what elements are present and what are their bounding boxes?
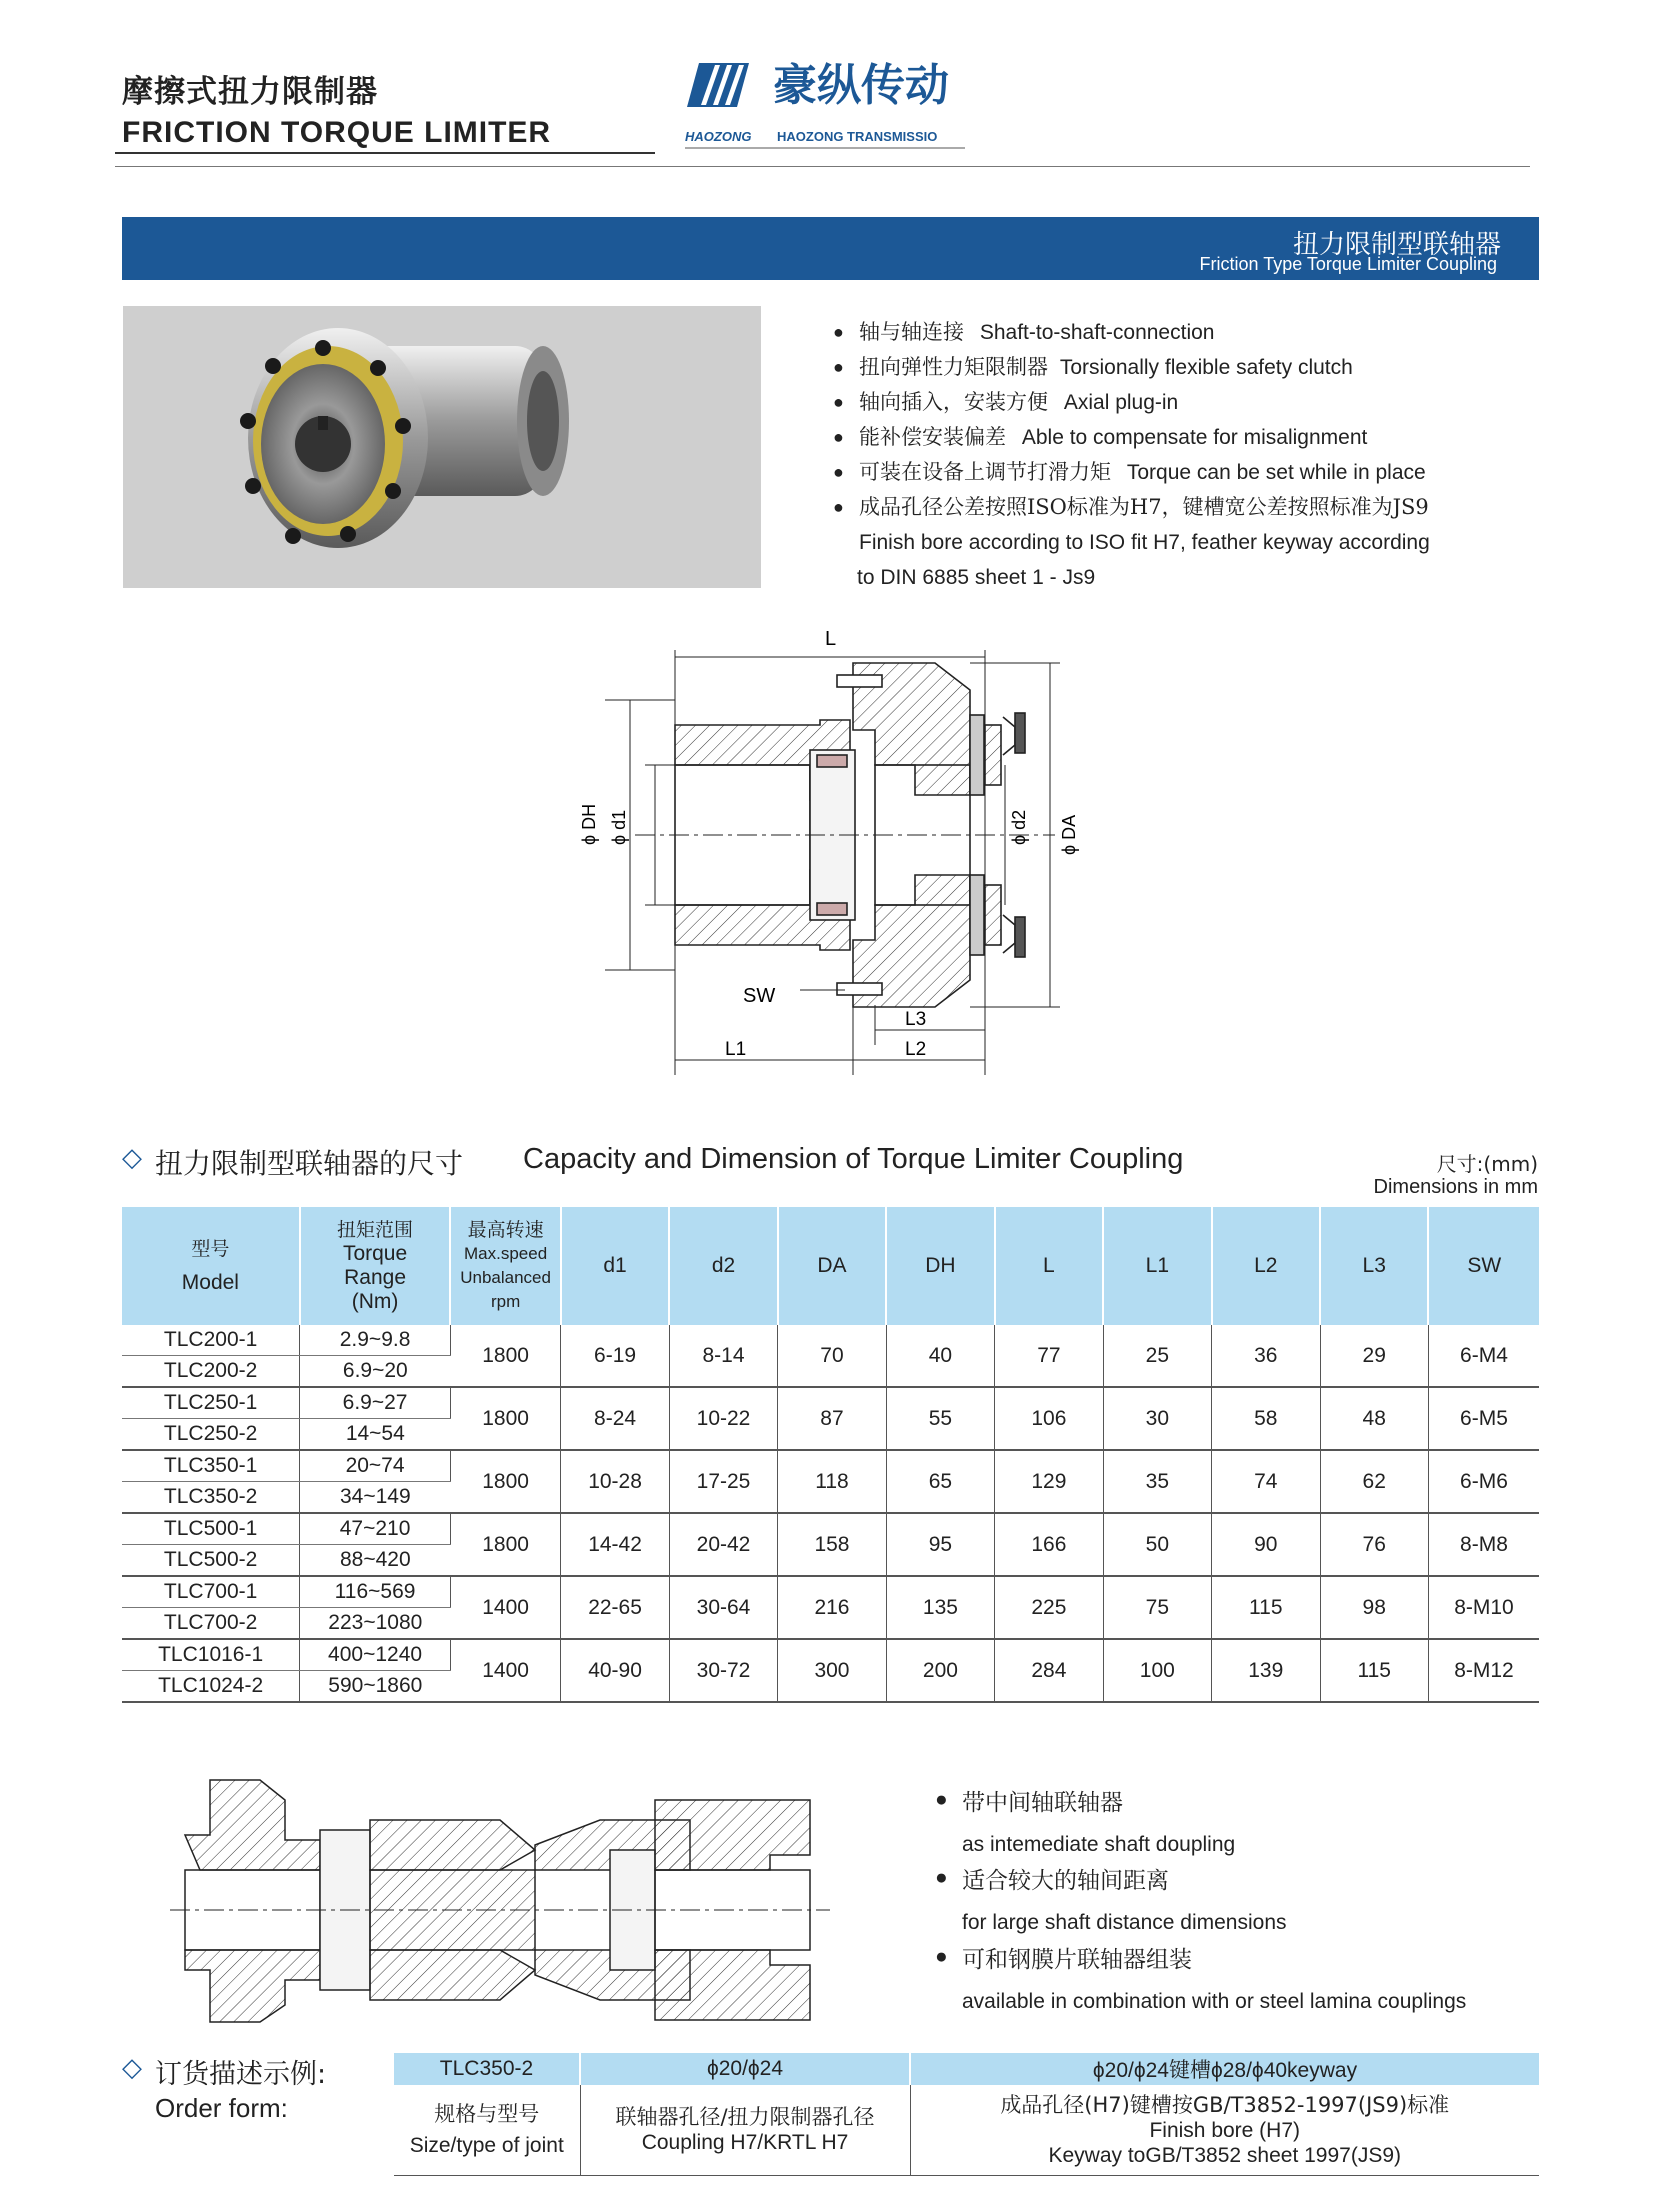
header-model: 型号 Model [122, 1207, 300, 1325]
speed-cell: 1800 [450, 1450, 560, 1513]
table-row [122, 1450, 1539, 1482]
d1-cell: 8-24 [561, 1387, 669, 1450]
feature2-en: available in combination with or steel lamina couplings [962, 1990, 1467, 2013]
model-cell: TLC700-2 [122, 1608, 300, 1640]
logo-text-cn: 豪纵传动 [773, 60, 949, 111]
dh-cell: 95 [886, 1513, 994, 1576]
l2-cell: 90 [1212, 1513, 1320, 1576]
feature2-en: for large shaft distance dimensions [962, 1911, 1287, 1934]
model-cell: TLC200-2 [122, 1356, 300, 1388]
bullet-icon: ● [833, 357, 844, 377]
table-row [122, 1513, 1539, 1545]
dim-label-L1: L1 [725, 1039, 747, 1060]
order-desc-2: 联轴器孔径/扭力限制器孔径 Coupling H7/KRTL H7 [580, 2085, 910, 2176]
unit-label-cn: 尺寸:(mm) [1436, 1152, 1538, 1176]
feature-en: Torque can be set while in place [1126, 461, 1426, 484]
page-title-en: FRICTION TORQUE LIMITER [122, 116, 552, 149]
order-form-table [394, 2053, 1539, 2176]
technical-drawing [575, 605, 1145, 1095]
feature-cn: 轴与轴连接 [859, 320, 964, 344]
sw-cell: 8-M12 [1428, 1639, 1539, 1702]
da-cell: 216 [778, 1576, 886, 1639]
torque-cell: 88~420 [300, 1545, 451, 1577]
feature-en: to DIN 6885 sheet 1 - Js9 [857, 566, 1096, 589]
header-speed: 最高转速 Max.speed Unbalanced rpm [450, 1207, 560, 1325]
torque-cell: 6.9~27 [300, 1387, 451, 1419]
order-desc-row [394, 2085, 1539, 2176]
table-header-row [122, 1207, 1539, 1325]
dim-label-SW: SW [743, 985, 776, 1007]
dh-cell: 40 [886, 1325, 994, 1387]
header-L: L [995, 1207, 1103, 1325]
header-SW: SW [1428, 1207, 1539, 1325]
speed-cell: 1400 [450, 1639, 560, 1702]
model-cell: TLC1024-2 [122, 1671, 300, 1703]
order-bore: ϕ20/ϕ24 [580, 2053, 910, 2085]
dimension-table [122, 1207, 1539, 1703]
page-title-cn: 摩擦式扭力限制器 [122, 74, 378, 110]
section-title-cn: 扭力限制型联轴器的尺寸 [155, 1147, 464, 1180]
feature-item [833, 490, 1429, 525]
bullet-icon: ● [833, 427, 844, 447]
speed-cell: 1800 [450, 1513, 560, 1576]
l2-cell: 58 [1212, 1387, 1320, 1450]
d1-cell: 22-65 [561, 1576, 669, 1639]
feature-cn: 扭向弹性力矩限制器 [859, 355, 1048, 379]
model-cell: TLC700-1 [122, 1576, 300, 1608]
feature2-cn: 可和钢膜片联轴器组装 [962, 1947, 1192, 1973]
model-cell: TLC200-1 [122, 1325, 300, 1356]
model-cell: TLC250-2 [122, 1419, 300, 1451]
d2-cell: 8-14 [669, 1325, 777, 1387]
l-cell: 166 [995, 1513, 1103, 1576]
dh-cell: 65 [886, 1450, 994, 1513]
sw-cell: 8-M8 [1428, 1513, 1539, 1576]
d2-cell: 30-72 [669, 1639, 777, 1702]
dim-label-L: L [825, 628, 837, 650]
l3-cell: 98 [1320, 1576, 1428, 1639]
logo-text-en-right: HAOZONG TRANSMISSIO [777, 129, 938, 144]
feature-cn: 能补偿安装偏差 [859, 425, 1006, 449]
l2-cell: 36 [1212, 1325, 1320, 1387]
table-row [122, 1325, 1539, 1356]
torque-cell: 47~210 [300, 1513, 451, 1545]
feature-item [833, 420, 1367, 455]
dim-label-DA: ϕ DA [1059, 814, 1079, 855]
l1-cell: 50 [1103, 1513, 1211, 1576]
da-cell: 300 [778, 1639, 886, 1702]
sw-cell: 6-M5 [1428, 1387, 1539, 1450]
d1-cell: 10-28 [561, 1450, 669, 1513]
order-desc-1: 规格与型号 Size/type of joint [394, 2085, 580, 2176]
l-cell: 284 [995, 1639, 1103, 1702]
model-cell: TLC500-1 [122, 1513, 300, 1545]
feature-item [833, 315, 1214, 350]
l-cell: 225 [995, 1576, 1103, 1639]
l1-cell: 25 [1103, 1325, 1211, 1387]
dh-cell: 135 [886, 1576, 994, 1639]
l2-cell: 74 [1212, 1450, 1320, 1513]
order-keyway: ϕ20/ϕ24键槽ϕ28/ϕ40keyway [910, 2053, 1539, 2085]
feature-item [833, 455, 1426, 490]
d1-cell: 40-90 [561, 1639, 669, 1702]
l1-cell: 100 [1103, 1639, 1211, 1702]
bullet-icon: ● [935, 1945, 948, 1968]
feature-cn: 轴向插入，安装方便 [859, 390, 1048, 414]
header-d1: d1 [561, 1207, 669, 1325]
da-cell: 158 [778, 1513, 886, 1576]
feature-en: Shaft-to-shaft-connection [979, 321, 1215, 344]
l1-cell: 35 [1103, 1450, 1211, 1513]
table-row [122, 1576, 1539, 1608]
logo-mark-icon [687, 63, 749, 107]
table-row [122, 1387, 1539, 1419]
speed-cell: 1400 [450, 1576, 560, 1639]
torque-cell: 2.9~9.8 [300, 1325, 451, 1356]
header-L1: L1 [1103, 1207, 1211, 1325]
speed-cell: 1800 [450, 1325, 560, 1387]
order-model: TLC350-2 [394, 2053, 580, 2085]
feature-en: Able to compensate for misalignment [1021, 426, 1368, 449]
model-cell: TLC350-2 [122, 1482, 300, 1514]
l1-cell: 30 [1103, 1387, 1211, 1450]
torque-cell: 590~1860 [300, 1671, 451, 1703]
torque-cell: 400~1240 [300, 1639, 451, 1671]
feature-item [833, 350, 1353, 385]
l2-cell: 115 [1212, 1576, 1320, 1639]
l3-cell: 76 [1320, 1513, 1428, 1576]
intermediate-shaft-drawing [170, 1760, 830, 2030]
l3-cell: 29 [1320, 1325, 1428, 1387]
table-body [122, 1325, 1539, 1702]
feature-cn: 可装在设备上调节打滑力矩 [859, 460, 1111, 484]
dim-label-DH: ϕ DH [579, 803, 599, 845]
header-L3: L3 [1320, 1207, 1428, 1325]
unit-label-en: Dimensions in mm [1373, 1176, 1538, 1198]
l3-cell: 62 [1320, 1450, 1428, 1513]
dim-label-L2: L2 [905, 1039, 927, 1060]
bullet-icon: ● [833, 462, 844, 482]
sw-cell: 6-M6 [1428, 1450, 1539, 1513]
d2-cell: 20-42 [669, 1513, 777, 1576]
feature2-en: as intemediate shaft doupling [962, 1833, 1236, 1856]
order-header-row [394, 2053, 1539, 2085]
feature2-cn: 适合较大的轴间距离 [962, 1868, 1169, 1894]
speed-cell: 1800 [450, 1387, 560, 1450]
model-cell: TLC1016-1 [122, 1639, 300, 1671]
dim-label-d2: ϕ d2 [1009, 809, 1029, 845]
diamond-icon: ◇ [122, 1142, 142, 1172]
dh-cell: 55 [886, 1387, 994, 1450]
sw-cell: 8-M10 [1428, 1576, 1539, 1639]
torque-cell: 34~149 [300, 1482, 451, 1514]
torque-cell: 223~1080 [300, 1608, 451, 1640]
torque-cell: 20~74 [300, 1450, 451, 1482]
feature2-cn: 带中间轴联轴器 [962, 1790, 1123, 1816]
feature-en: Axial plug-in [1063, 391, 1179, 414]
bullet-icon: ● [833, 392, 844, 412]
diamond-icon: ◇ [122, 2052, 142, 2082]
l-cell: 106 [995, 1387, 1103, 1450]
torque-cell: 14~54 [300, 1419, 451, 1451]
feature-en: Torsionally flexible safety clutch [1059, 356, 1353, 379]
header-L2: L2 [1212, 1207, 1320, 1325]
model-cell: TLC250-1 [122, 1387, 300, 1419]
section-banner [122, 217, 1539, 280]
bullet-icon: ● [935, 1788, 948, 1811]
order-desc-3: 成品孔径(H7)键槽按GB/T3852-1997(JS9)标准 Finish bore (H7) Keyway toGB/T3852 sheet 1997(JS9) [910, 2085, 1539, 2176]
logo-text-en-left: HAOZONG [685, 129, 752, 144]
banner-title-cn: 扭力限制型联轴器 [1292, 230, 1501, 260]
feature-cn: 成品孔径公差按照ISO标准为H7，键槽宽公差按照标准为JS9 [859, 495, 1429, 519]
l3-cell: 48 [1320, 1387, 1428, 1450]
d1-cell: 14-42 [561, 1513, 669, 1576]
l-cell: 129 [995, 1450, 1103, 1513]
dh-cell: 200 [886, 1639, 994, 1702]
bullet-icon: ● [833, 322, 844, 342]
header-torque: 扭矩范围 Torque Range (Nm) [300, 1207, 451, 1325]
model-cell: TLC500-2 [122, 1545, 300, 1577]
l-cell: 77 [995, 1325, 1103, 1387]
l2-cell: 139 [1212, 1639, 1320, 1702]
header-DA: DA [778, 1207, 886, 1325]
header-rule [115, 166, 1530, 167]
da-cell: 70 [778, 1325, 886, 1387]
sw-cell: 6-M4 [1428, 1325, 1539, 1387]
d1-cell: 6-19 [561, 1325, 669, 1387]
feature-item [833, 385, 1178, 420]
d2-cell: 10-22 [669, 1387, 777, 1450]
product-photo [123, 306, 761, 588]
torque-cell: 116~569 [300, 1576, 451, 1608]
bullet-icon: ● [833, 497, 844, 517]
banner-title-en: Friction Type Torque Limiter Coupling [1199, 254, 1497, 274]
d2-cell: 30-64 [669, 1576, 777, 1639]
dim-label-L3: L3 [905, 1009, 927, 1030]
d2-cell: 17-25 [669, 1450, 777, 1513]
dim-label-d1: ϕ d1 [609, 809, 629, 845]
order-title-en: Order form: [155, 2093, 288, 2123]
section-title-en: Capacity and Dimension of Torque Limiter Coupling [523, 1143, 1184, 1175]
torque-cell: 6.9~20 [300, 1356, 451, 1388]
bullet-icon: ● [935, 1866, 948, 1889]
header-d2: d2 [669, 1207, 777, 1325]
da-cell: 87 [778, 1387, 886, 1450]
l1-cell: 75 [1103, 1576, 1211, 1639]
brand-logo [685, 55, 965, 150]
order-title-cn: 订货描述示例: [155, 2059, 327, 2090]
header-DH: DH [886, 1207, 994, 1325]
title-underline [115, 152, 655, 154]
da-cell: 118 [778, 1450, 886, 1513]
model-cell: TLC350-1 [122, 1450, 300, 1482]
table-row [122, 1639, 1539, 1671]
feature-en: Finish bore according to ISO fit H7, feather keyway according [859, 531, 1430, 554]
l3-cell: 115 [1320, 1639, 1428, 1702]
